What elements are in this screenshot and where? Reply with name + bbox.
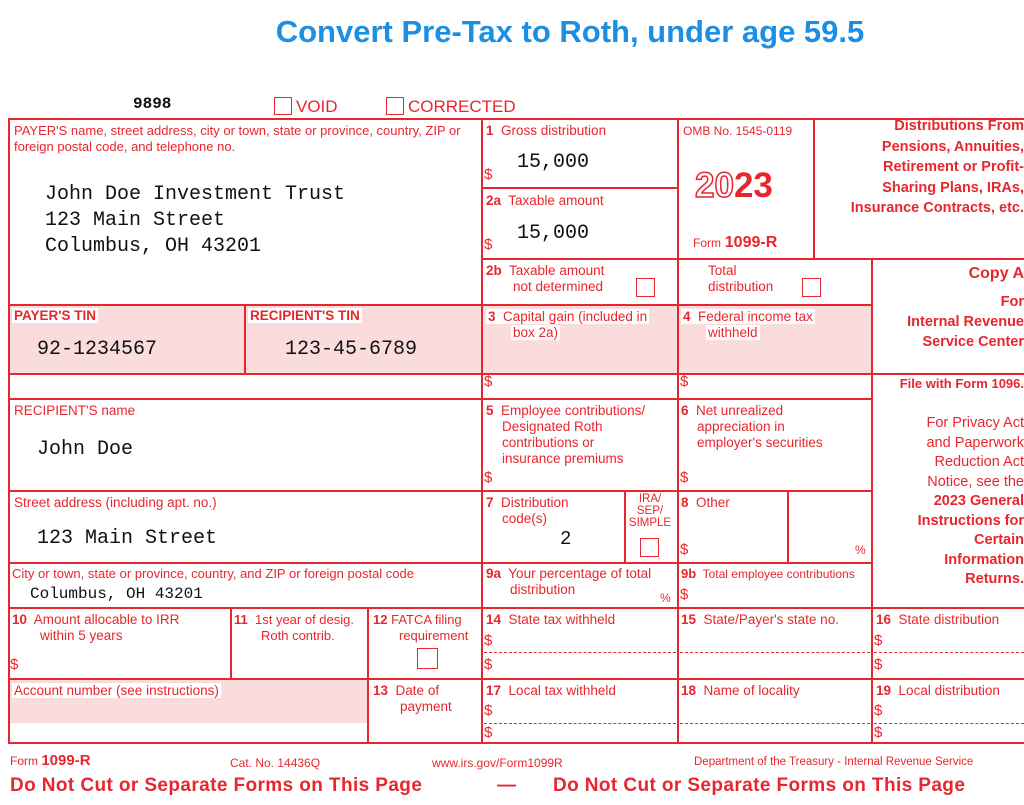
box15-label: 15 State/Payer's state no. xyxy=(681,612,839,627)
form-code: 9898 xyxy=(133,95,172,113)
dashed-rule xyxy=(874,652,1024,653)
copy-a-line1: For xyxy=(1000,294,1024,310)
copy-a-line3: Service Center xyxy=(922,334,1024,350)
payer-label: PAYER'S name, street address, city or town, state or province, country, ZIP or foreign postal code, and telephone no. xyxy=(14,123,461,154)
rule xyxy=(813,118,815,258)
copy-a-file: File with Form 1096. xyxy=(899,376,1024,391)
form-side-title: Distributions From Pensions, Annuities, Retirement or Profit-Sharing Plans, IRAs, Insurance Contracts, etc. xyxy=(850,118,1024,216)
account-label: Account number (see instructions) xyxy=(14,683,219,698)
dashed-rule xyxy=(874,723,1024,724)
box7-value[interactable]: 2 xyxy=(560,528,572,550)
void-checkbox[interactable] xyxy=(274,97,292,115)
box6-label: 6 Net unrealized appreciation in employer's securities xyxy=(681,403,823,450)
city-value[interactable]: Columbus, OH 43201 xyxy=(30,585,203,603)
recipient-name-value[interactable]: John Doe xyxy=(37,438,134,461)
recipient-name-label: RECIPIENT'S name xyxy=(14,403,136,418)
rule xyxy=(230,608,232,679)
footer-url[interactable]: www.irs.gov/Form1099R xyxy=(432,756,563,770)
privacy-notice: For Privacy Act and Paperwork Reduction Act Notice, see the 2023 General Instructions for Certain Information Returns. xyxy=(917,415,1024,587)
footer-form: Form 1099-R xyxy=(10,752,91,769)
rule xyxy=(8,490,872,492)
box18-label: 18 Name of locality xyxy=(681,683,800,698)
form-id: Form 1099-R xyxy=(693,234,778,251)
tax-year: 2023 xyxy=(695,166,773,205)
box2a-value[interactable]: 15,000 xyxy=(517,222,590,245)
ira-sep-simple-label: IRA/ SEP/ SIMPLE xyxy=(628,493,672,529)
box8-percent: % xyxy=(855,543,866,557)
box16-label: 16 State distribution xyxy=(876,612,1000,627)
rule xyxy=(244,304,246,374)
payer-street: 123 Main Street xyxy=(45,209,226,232)
recipient-tin-label: RECIPIENT'S TIN xyxy=(250,308,360,323)
dollar-sign: $ xyxy=(484,656,493,673)
dashed-rule xyxy=(484,652,676,653)
rule xyxy=(8,304,872,306)
dashed-rule xyxy=(680,652,870,653)
payer-tin-label: PAYER'S TIN xyxy=(14,308,96,323)
rule xyxy=(481,118,483,743)
box19-label: 19 Local distribution xyxy=(876,683,1000,698)
rule xyxy=(787,490,789,562)
box5-label: 5 Employee contributions/ Designated Roth contributions or insurance premiums xyxy=(486,403,646,466)
void-label: VOID xyxy=(296,97,338,116)
rule xyxy=(367,608,369,743)
dollar-sign: $ xyxy=(484,632,493,649)
footer-cat: Cat. No. 14436Q xyxy=(230,756,321,770)
box17-label: 17 Local tax withheld xyxy=(486,683,616,698)
street-label: Street address (including apt. no.) xyxy=(14,495,217,510)
dollar-sign: $ xyxy=(680,586,689,603)
rule xyxy=(8,562,872,564)
fatca-checkbox[interactable] xyxy=(417,648,438,669)
box2b-label: 2b Taxable amount not determined xyxy=(486,263,605,294)
dollar-sign: $ xyxy=(484,236,493,253)
dollar-sign: $ xyxy=(680,541,689,558)
omb-number: OMB No. 1545-0119 xyxy=(683,124,793,138)
box2a-label: 2a Taxable amount xyxy=(486,193,604,208)
street-value[interactable]: 123 Main Street xyxy=(37,527,218,550)
notice-left: Do Not Cut or Separate Forms on This Page xyxy=(10,775,423,796)
dollar-sign: $ xyxy=(484,469,493,486)
rule xyxy=(8,118,10,743)
ira-sep-simple-checkbox[interactable] xyxy=(640,538,659,557)
dollar-sign: $ xyxy=(484,166,493,183)
page-title: Convert Pre-Tax to Roth, under age 59.5 xyxy=(275,14,865,49)
rule xyxy=(677,118,679,743)
payer-name: John Doe Investment Trust xyxy=(45,183,346,206)
dollar-sign: $ xyxy=(874,656,883,673)
notice-dash: — xyxy=(497,775,517,796)
rule xyxy=(8,607,1024,609)
dollar-sign: $ xyxy=(484,373,493,390)
box7-label: 7 Distribution code(s) xyxy=(486,495,569,526)
box13-label: 13 Date of payment xyxy=(373,683,452,714)
copy-a-line2: Internal Revenue xyxy=(907,314,1024,330)
box8-label: 8 Other xyxy=(681,495,730,510)
copy-a-title: Copy A xyxy=(968,265,1024,282)
corrected-checkbox[interactable] xyxy=(386,97,404,115)
box10-label: 10 Amount allocable to IRR within 5 years xyxy=(12,612,180,643)
payer-tin-value[interactable]: 92-1234567 xyxy=(37,338,158,361)
notice-right: Do Not Cut or Separate Forms on This Page xyxy=(553,775,966,796)
box1-label: 1 Gross distribution xyxy=(486,123,607,138)
total-distribution-label: Total distribution xyxy=(708,263,774,294)
recipient-tin-value[interactable]: 123-45-6789 xyxy=(285,338,418,361)
footer-dept: Department of the Treasury - Internal Revenue Service xyxy=(694,756,974,768)
box4-label: 4 Federal income tax withheld xyxy=(683,309,813,340)
box14-label: 14 State tax withheld xyxy=(486,612,616,627)
city-label: City or town, state or province, country, and ZIP or foreign postal code xyxy=(12,566,414,581)
dollar-sign: $ xyxy=(874,632,883,649)
dollar-sign: $ xyxy=(874,724,883,741)
box9a-label: 9a Your percentage of total distribution xyxy=(486,566,652,597)
dashed-rule xyxy=(680,723,870,724)
rule xyxy=(481,187,678,189)
dollar-sign: $ xyxy=(10,656,19,673)
dashed-rule xyxy=(484,723,676,724)
total-distribution-checkbox[interactable] xyxy=(802,278,821,297)
rule xyxy=(481,258,1024,260)
payer-city: Columbus, OH 43201 xyxy=(45,235,262,258)
dollar-sign: $ xyxy=(680,373,689,390)
rule xyxy=(8,678,1024,680)
dollar-sign: $ xyxy=(874,702,883,719)
box12-label: 12 FATCA filing requirement xyxy=(373,612,469,643)
dollar-sign: $ xyxy=(484,724,493,741)
corrected-label: CORRECTED xyxy=(408,97,516,116)
box9a-percent: % xyxy=(660,591,671,605)
dollar-sign: $ xyxy=(680,469,689,486)
box1-value[interactable]: 15,000 xyxy=(517,151,590,174)
box11-label: 11 1st year of desig. Roth contrib. xyxy=(234,612,354,643)
box2b-checkbox[interactable] xyxy=(636,278,655,297)
dollar-sign: $ xyxy=(484,702,493,719)
box3-label: 3 Capital gain (included in box 2a) xyxy=(488,309,648,340)
rule xyxy=(8,398,872,400)
box9b-label: 9b Total employee contributions xyxy=(681,566,855,581)
